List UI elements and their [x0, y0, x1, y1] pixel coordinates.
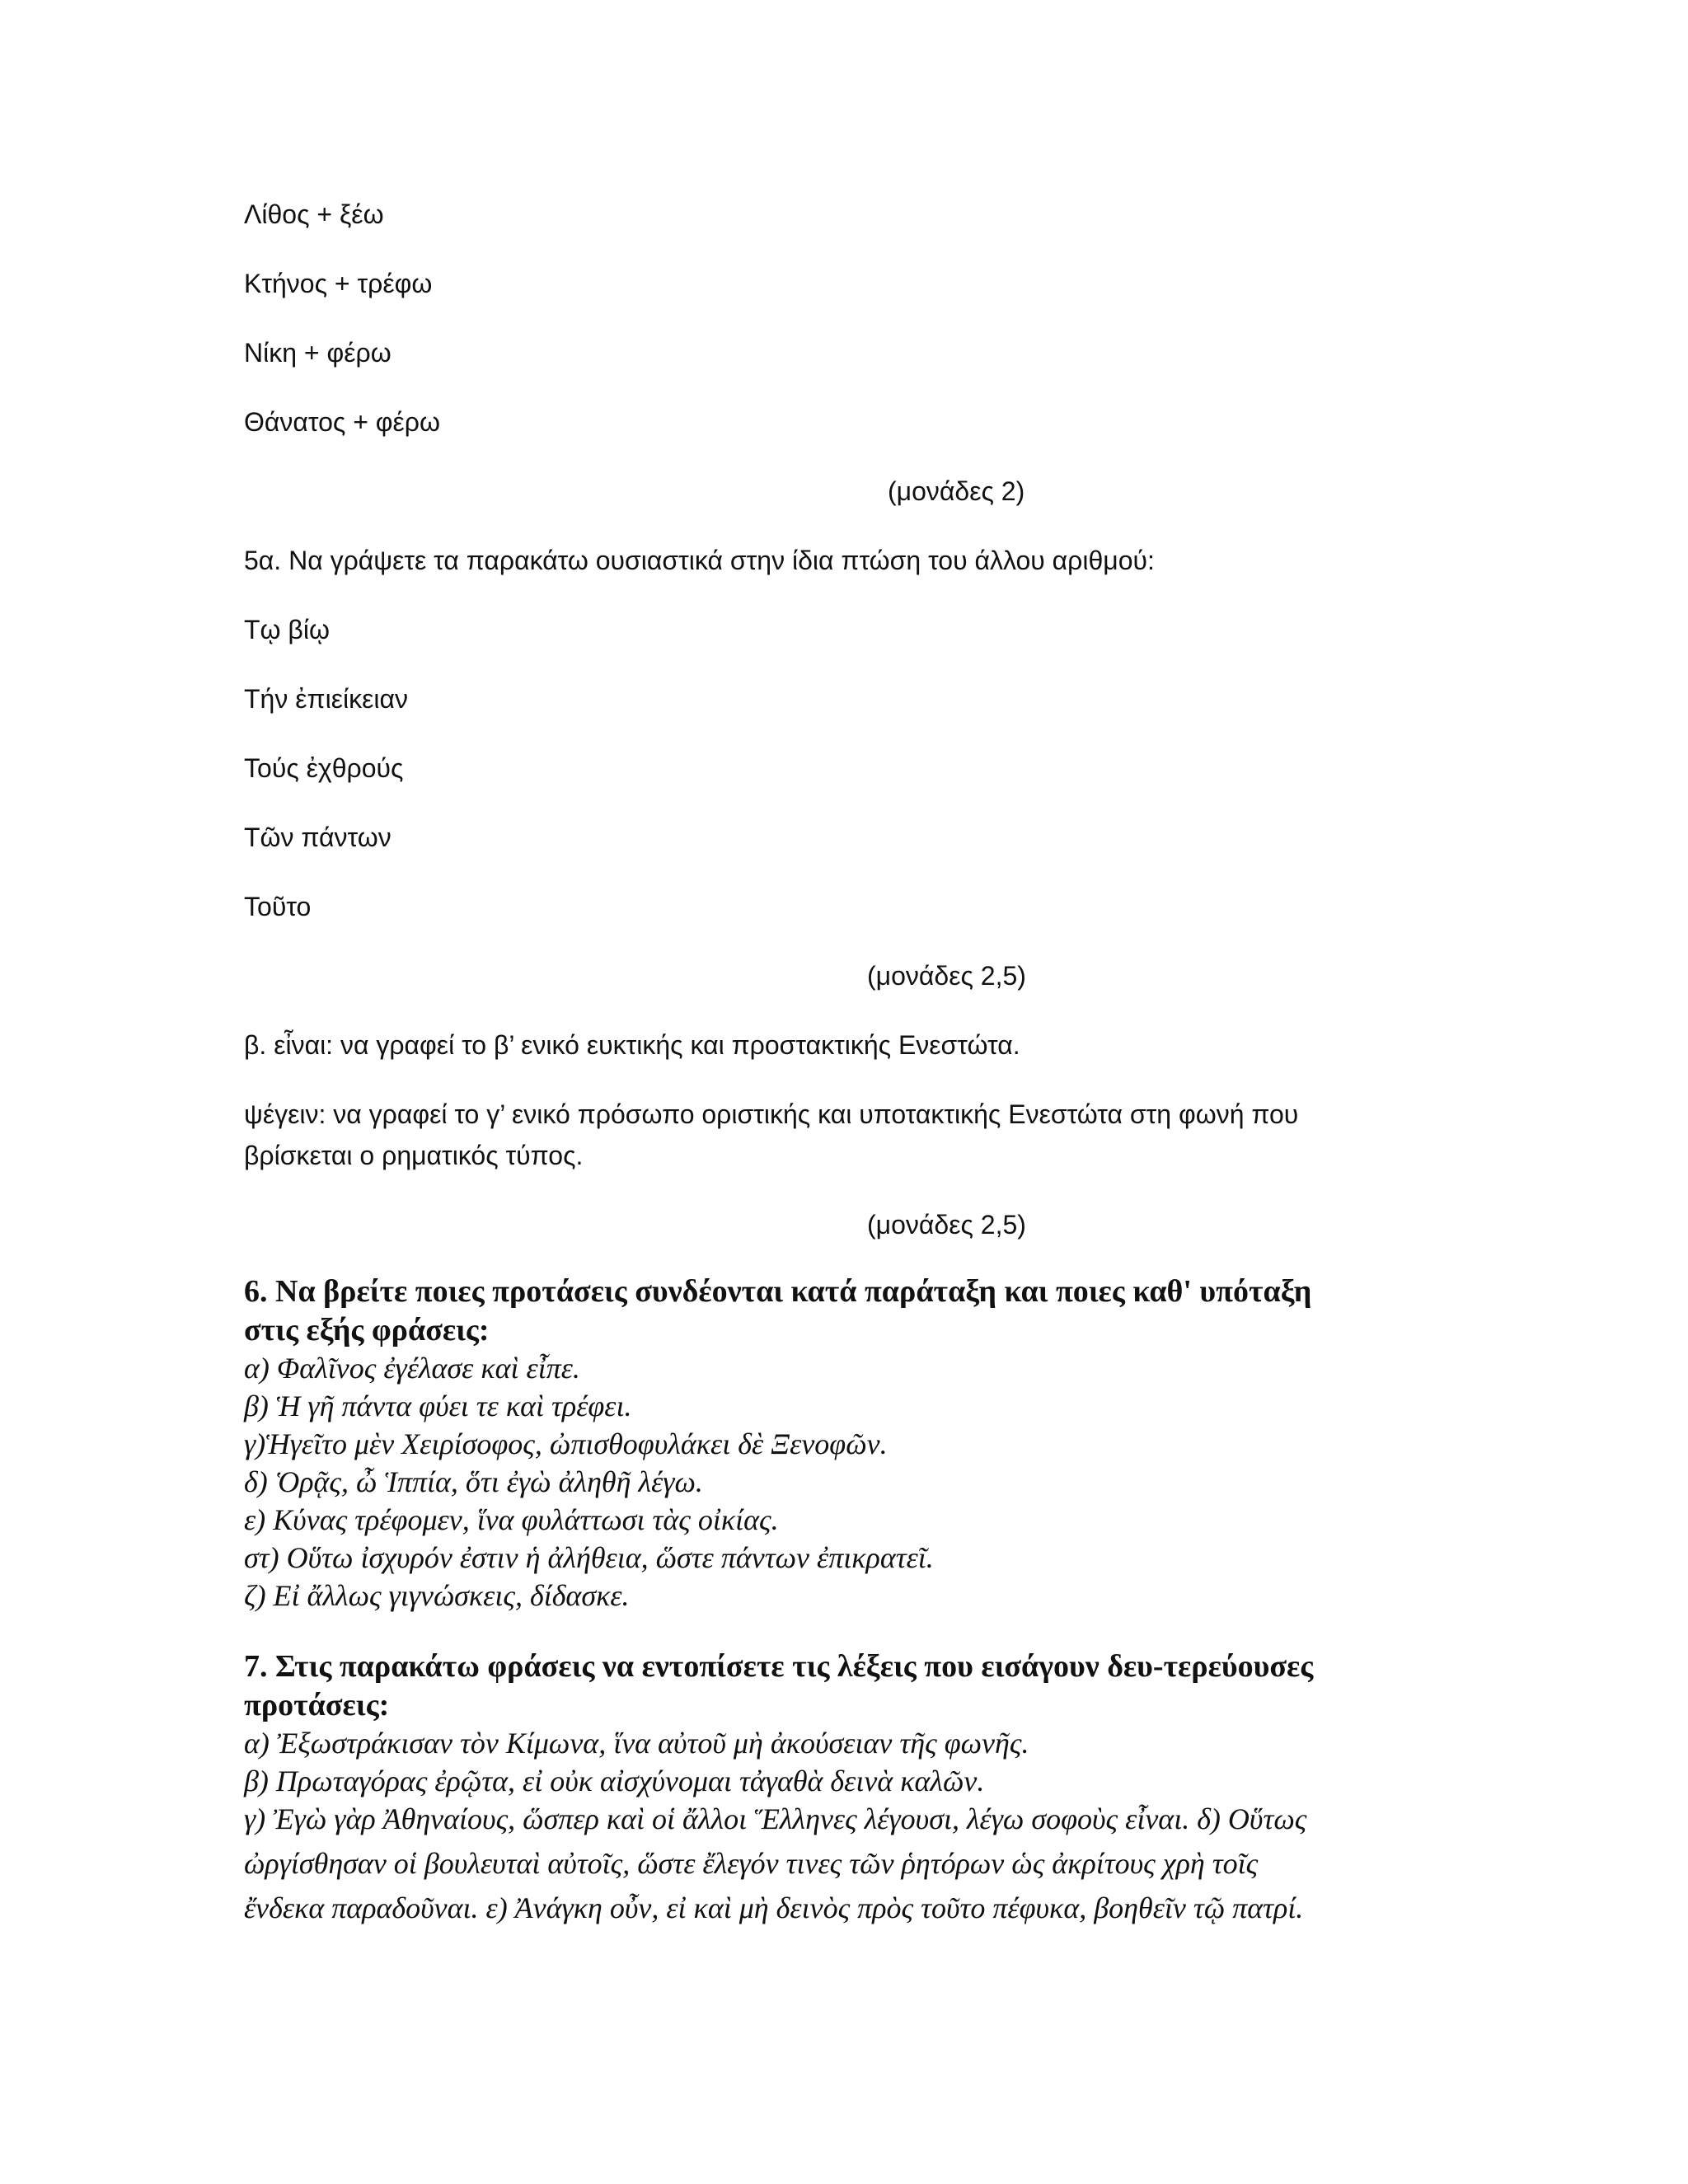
- sentence-item: γ)Ἡγεῖτο μὲν Χειρίσοφος, ὠπισθοφυλάκει δὲ Ξενοφῶν.: [244, 1427, 888, 1460]
- sentence-item: α) Ἐξωστράκισαν τὸν Κίμωνα, ἵνα αὐτοῦ μὴ ἀκούσειαν τῆς φωνῆς.: [244, 1727, 1029, 1760]
- sentence-item: δ) Ὁρᾷς, ὦ Ἱππία, ὅτι ἐγὼ ἀληθῆ λέγω.: [244, 1465, 703, 1498]
- points-label: (μονάδες 2): [888, 476, 1025, 506]
- compound-line: Νίκη + φέρω: [244, 338, 392, 368]
- question-5b-line: ψέγειν: να γραφεί το γ’ ενικό πρόσωπο οριστικής και υποτακτικής Ενεστώτα στη φωνή που: [244, 1099, 1299, 1129]
- sentence-item: γ) Ἐγὼ γὰρ Ἀθηναίους, ὥσπερ καὶ οἱ ἄλλοι Ἕλληνες λέγουσι, λέγω σοφοὺς εἶναι. δ) Οὕτως: [244, 1802, 1307, 1835]
- question-5b-line: β. εἶναι: να γραφεί το β’ ενικό ευκτικής και προστακτικής Ενεστώτα.: [244, 1030, 1020, 1060]
- noun-item: Τῶν πάντων: [244, 823, 392, 852]
- question-6-title: στις εξής φράσεις:: [244, 1313, 490, 1347]
- noun-item: Τοῦτο: [244, 892, 312, 921]
- sentence-item: β) Πρωταγόρας ἐρῷτα, εἰ οὐκ αἰσχύνομαι τἀγαθὰ δεινὰ καλῶν.: [244, 1765, 985, 1797]
- sentence-item: ζ) Εἰ ἄλλως γιγνώσκεις, δίδασκε.: [244, 1579, 630, 1612]
- sentence-item: β) Ἡ γῆ πάντα φύει τε καὶ τρέφει.: [244, 1390, 632, 1422]
- sentence-item: ὠργίσθησαν οἱ βουλευταὶ αὐτοῖς, ὥστε ἔλεγόν τινες τῶν ῥητόρων ὡς ἀκρίτους χρὴ τοῖς: [244, 1847, 1259, 1880]
- sentence-item: στ) Οὕτω ἰσχυρόν ἐστιν ἡ ἀλήθεια, ὥστε πάντων ἐπικρατεῖ.: [244, 1541, 934, 1574]
- sentence-item: α) Φαλῖνος ἐγέλασε καὶ εἶπε.: [244, 1352, 580, 1385]
- noun-item: Τούς ἐχθρούς: [244, 753, 404, 783]
- question-6-title: 6. Να βρείτε ποιες προτάσεις συνδέονται κατά παράταξη και ποιες καθ' υπόταξη: [244, 1274, 1312, 1309]
- compound-line: Θάνατος + φέρω: [244, 407, 440, 437]
- noun-item: Τῳ βίῳ: [244, 615, 330, 644]
- compound-line: Κτήνος + τρέφω: [244, 269, 433, 298]
- question-7-title: 7. Στις παρακάτω φράσεις να εντοπίσετε τις λέξεις που εισάγουν δευ-τερεύουσες: [244, 1649, 1314, 1684]
- question-5a-prompt: 5α. Να γράψετε τα παρακάτω ουσιαστικά στην ίδια πτώση του άλλου αριθμού:: [244, 546, 1155, 575]
- compound-line: Λίθος + ξέω: [244, 199, 384, 229]
- question-5b-line: βρίσκεται ο ρηματικός τύπος.: [244, 1141, 584, 1170]
- points-label: (μονάδες 2,5): [867, 1210, 1026, 1240]
- sentence-item: ἔνδεκα παραδοῦναι. ε) Ἀνάγκη οὖν, εἰ καὶ μὴ δεινὸς πρὸς τοῦτο πέφυκα, βοηθεῖν τῷ πατρί.: [244, 1891, 1304, 1924]
- noun-item: Τήν ἐπιείκειαν: [244, 684, 408, 714]
- question-7-title: προτάσεις:: [244, 1688, 390, 1722]
- sentence-item: ε) Κύνας τρέφομεν, ἵνα φυλάττωσι τὰς οἰκίας.: [244, 1503, 779, 1536]
- points-label: (μονάδες 2,5): [867, 961, 1026, 991]
